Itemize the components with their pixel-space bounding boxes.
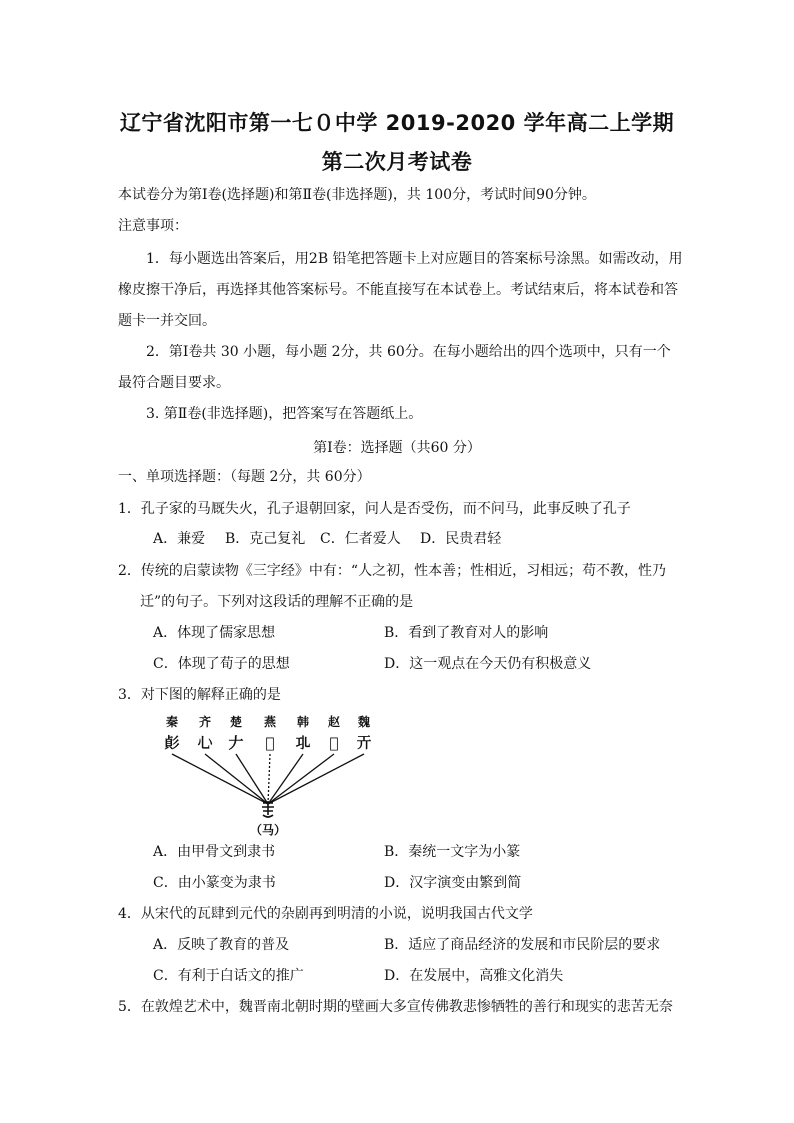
question-3-option-c: C．由小篆变为隶书 bbox=[153, 875, 276, 891]
question-2-option-c: C．体现了荀子的思想 bbox=[153, 656, 290, 672]
question-4-option-d: D．在发展中，高雅文化消失 bbox=[384, 968, 564, 984]
section-title: 第Ⅰ卷：选择题（共60 分） bbox=[313, 440, 481, 456]
exam-title-line1: 辽宁省沈阳市第一七０中学 2019-2020 学年高二上学期 bbox=[119, 111, 675, 135]
question-2-option-d: D．这一观点在今天仍有积极意义 bbox=[384, 656, 592, 672]
question-3-option-b: B．秦统一文字为小篆 bbox=[384, 844, 521, 860]
question-4-option-c: C．有利于白话文的推广 bbox=[153, 968, 304, 984]
question-3-option-a: A．由甲骨文到隶书 bbox=[153, 844, 276, 860]
glyph-zhao: 𢖮 bbox=[329, 734, 339, 752]
question-2-option-a: A．体现了儒家思想 bbox=[153, 625, 276, 641]
glyph-qi: 𢖩 bbox=[197, 734, 213, 752]
exam-description: 本试卷分为第Ⅰ卷(选择题)和第Ⅱ卷(非选择题)，共 100分，考试时间90分钟。 bbox=[118, 187, 596, 203]
part-heading: 一、单项选择题：（每题 2分，共 60分） bbox=[118, 469, 371, 485]
state-label-chu: 楚 bbox=[229, 715, 243, 729]
question-1-option-b: B．克己复礼 bbox=[225, 531, 306, 547]
question-1-option-a: A．兼爱 bbox=[153, 531, 206, 547]
glyph-yan: 𡷦 bbox=[265, 734, 275, 752]
state-label-qin: 秦 bbox=[165, 715, 179, 729]
question-1-stem: 1．孔子家的马厩失火，孔子退朝回家，问人是否受伤，而不问马，此事反映了孔子 bbox=[118, 501, 631, 517]
question-3-stem: 3．对下图的解释正确的是 bbox=[118, 687, 281, 703]
note-1-line-3: 题卡一并交回。 bbox=[118, 313, 216, 329]
question-1-option-c: C．仁者爱人 bbox=[320, 531, 401, 547]
state-label-qi: 齐 bbox=[198, 715, 212, 729]
state-label-zhao: 赵 bbox=[327, 715, 341, 729]
xiaozhuan-horse-glyph bbox=[262, 801, 274, 817]
state-label-han: 韩 bbox=[296, 715, 310, 729]
state-label-wei: 魏 bbox=[357, 715, 371, 729]
note-2-line-2: 最符合题目要求。 bbox=[118, 375, 230, 391]
question-2-option-b: B．看到了教育对人的影响 bbox=[384, 625, 549, 641]
question-4-option-b: B．适应了商品经济的发展和市民阶层的要求 bbox=[384, 937, 661, 953]
exam-title-line2: 第二次月考试卷 bbox=[321, 150, 473, 174]
note-1-line-1: 1．每小题选出答案后，用2B 铅笔把答题卡上对应题目的答案标号涂黑。如需改动，用 bbox=[146, 251, 683, 267]
convergence-lines bbox=[172, 754, 364, 804]
note-3: 3. 第Ⅱ卷(非选择题)，把答案写在答题纸上。 bbox=[146, 406, 423, 422]
horse-character-evolution-figure bbox=[150, 712, 400, 842]
question-3-option-d: D．汉字演变由繁到简 bbox=[384, 875, 522, 891]
note-2-line-1: 2．第Ⅰ卷共 30 小题，每小题 2分，共 60分。在每小题给出的四个选项中，只有一个 bbox=[146, 344, 671, 360]
notes-heading: 注意事项： bbox=[118, 218, 188, 234]
glyph-wei: 𢀘 bbox=[356, 734, 372, 752]
question-5-stem: 5．在敦煌艺术中，魏晋南北朝时期的壁画大多宣传佛教悲惨牺牲的善行和现实的悲苦无奈 bbox=[118, 999, 673, 1015]
glyph-chu: 𠂇 bbox=[228, 734, 244, 752]
question-4-stem: 4．从宋代的瓦肆到元代的杂剧再到明清的小说，说明我国古代文学 bbox=[118, 906, 533, 922]
figure-caption: （马） bbox=[249, 823, 287, 837]
question-2-stem-line-2: 迁”的句子。下列对这段话的理解不正确的是 bbox=[140, 594, 414, 610]
question-2-stem-line-1: 2．传统的启蒙读物《三字经》中有：“人之初，性本善；性相近，习相远；苟不教，性乃 bbox=[118, 563, 667, 579]
glyph-han: 𢀗 bbox=[295, 734, 311, 752]
question-1-option-d: D．民贵君轻 bbox=[420, 531, 502, 547]
question-4-option-a: A．反映了教育的普及 bbox=[153, 937, 290, 953]
note-1-line-2: 橡皮擦干净后，再选择其他答案标号。不能直接写在本试卷上。考试结束后，将本试卷和答 bbox=[118, 282, 678, 298]
glyph-qin: 𢒟 bbox=[164, 734, 180, 752]
state-label-yan: 燕 bbox=[263, 715, 277, 729]
